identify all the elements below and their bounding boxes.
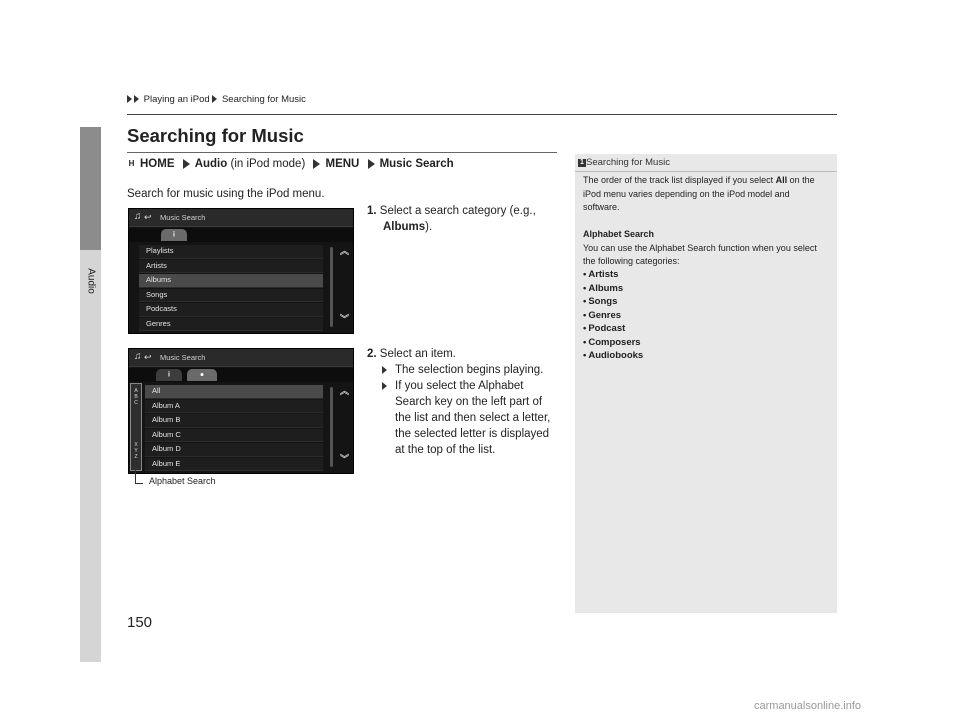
watermark: carmanualsonline.info bbox=[754, 700, 862, 712]
note-title: Searching for Music bbox=[586, 157, 670, 168]
back-icon[interactable]: ↩ bbox=[144, 352, 152, 362]
list-item[interactable]: Songs bbox=[139, 289, 323, 303]
step-substep bbox=[380, 362, 562, 378]
note-subheading: Alphabet Search bbox=[583, 229, 655, 239]
nav-home: HOME bbox=[140, 158, 175, 170]
bullet-item: • Albums bbox=[583, 282, 783, 296]
ipod-icon: i bbox=[168, 371, 170, 379]
alphabet-letter[interactable]: X bbox=[134, 442, 138, 448]
ipod-icon: i bbox=[173, 231, 175, 239]
screen-title: Music Search bbox=[160, 353, 206, 362]
path-arrow-icon bbox=[183, 159, 190, 169]
navigation-path bbox=[127, 158, 454, 170]
note-panel bbox=[575, 154, 837, 613]
step-text: Select an item. bbox=[379, 348, 456, 360]
title-rule bbox=[127, 152, 557, 153]
breadcrumb-arrow-icon bbox=[212, 95, 217, 103]
album-list bbox=[145, 385, 323, 472]
substep-text: The selection begins playing. bbox=[395, 364, 544, 376]
scroll-down-icon[interactable]: ︾ bbox=[340, 454, 350, 464]
scrollbar[interactable] bbox=[330, 387, 333, 467]
section-label: Audio bbox=[85, 268, 97, 294]
note-text: You can use the Alphabet Search function when you select the following categories: bbox=[583, 242, 817, 266]
alphabet-letter[interactable]: Y bbox=[134, 448, 138, 454]
alphabet-letter[interactable]: B bbox=[134, 394, 138, 400]
step-suffix: ). bbox=[425, 221, 433, 233]
tab-ipod[interactable] bbox=[161, 229, 187, 241]
callout-line bbox=[135, 483, 143, 484]
scroll-up-icon[interactable]: ︽ bbox=[340, 246, 350, 256]
list-item[interactable]: Album D bbox=[145, 443, 323, 457]
list-item[interactable]: Artists bbox=[139, 260, 323, 274]
breadcrumb-arrow-icon bbox=[127, 95, 132, 103]
category-list bbox=[139, 245, 323, 332]
category-bullet-list bbox=[583, 268, 783, 363]
note-rule bbox=[575, 171, 837, 172]
tab-ipod[interactable] bbox=[156, 369, 182, 381]
music-search-screen-categories bbox=[128, 208, 354, 334]
breadcrumb-parent[interactable]: Playing an iPod bbox=[143, 94, 210, 105]
step-substep bbox=[380, 378, 562, 458]
note-text: on the iPod menu varies depending on the iPod model and software. bbox=[583, 175, 815, 212]
note-text: The order of the track list displayed if you select bbox=[583, 175, 774, 185]
list-item[interactable]: Album E bbox=[145, 458, 323, 472]
screen-header bbox=[129, 209, 353, 227]
alphabet-search-key[interactable] bbox=[130, 383, 142, 471]
music-note-icon: ♫ bbox=[134, 351, 142, 362]
step-number: 2. bbox=[367, 348, 377, 360]
list-item[interactable]: Playlists bbox=[139, 245, 323, 259]
step-number: 1. bbox=[367, 205, 377, 217]
substep-text: at the top of the list. bbox=[395, 444, 496, 456]
step-example: Albums bbox=[383, 221, 426, 233]
scroll-down-icon[interactable]: ︾ bbox=[340, 314, 350, 324]
bullet-item: • Artists bbox=[583, 268, 783, 282]
nav-audio: Audio bbox=[194, 158, 228, 170]
substep-text: the list and then select a letter, bbox=[395, 412, 551, 424]
step-1 bbox=[367, 203, 557, 235]
intro-text: Search for music using the iPod menu. bbox=[127, 188, 325, 200]
substep-text: Search key on the left part of bbox=[395, 396, 543, 408]
list-item[interactable]: Album B bbox=[145, 414, 323, 428]
tab-category[interactable] bbox=[187, 369, 217, 381]
result-arrow-icon bbox=[382, 382, 387, 390]
category-icon: ● bbox=[199, 371, 205, 379]
path-arrow-icon bbox=[313, 159, 320, 169]
home-button-icon: H bbox=[128, 159, 135, 169]
screen-title: Music Search bbox=[160, 213, 206, 222]
breadcrumb-current: Searching for Music bbox=[221, 94, 306, 105]
substep-text: If you select the Alphabet bbox=[395, 380, 524, 392]
music-note-icon: ♫ bbox=[134, 211, 142, 222]
note-paragraph bbox=[583, 174, 828, 215]
section-sidebar-marker bbox=[80, 127, 101, 250]
nav-music-search: Music Search bbox=[379, 158, 454, 170]
page-number: 150 bbox=[127, 614, 153, 631]
list-item[interactable]: Album C bbox=[145, 429, 323, 443]
bullet-item: • Composers bbox=[583, 336, 783, 350]
header-rule bbox=[127, 114, 837, 115]
screen-header bbox=[129, 349, 353, 367]
path-arrow-icon bbox=[368, 159, 375, 169]
page-title: Searching for Music bbox=[127, 125, 304, 146]
result-arrow-icon bbox=[382, 366, 387, 374]
note-number-icon: 1 bbox=[578, 159, 586, 167]
list-item[interactable]: Podcasts bbox=[139, 303, 323, 317]
nav-audio-note: (in iPod mode) bbox=[230, 158, 306, 170]
breadcrumb bbox=[127, 94, 306, 105]
bullet-item: • Podcast bbox=[583, 322, 783, 336]
list-item[interactable]: Albums bbox=[139, 274, 323, 288]
bullet-item: • Songs bbox=[583, 295, 783, 309]
alphabet-letter[interactable]: A bbox=[134, 388, 138, 394]
list-item[interactable]: Genres bbox=[139, 318, 323, 332]
substep-text: the selected letter is displayed bbox=[395, 428, 550, 440]
breadcrumb-arrow-icon bbox=[134, 95, 139, 103]
nav-menu: MENU bbox=[325, 158, 360, 170]
list-item[interactable]: All bbox=[145, 385, 323, 399]
callout-line bbox=[135, 466, 136, 483]
scroll-up-icon[interactable]: ︽ bbox=[340, 386, 350, 396]
back-icon[interactable]: ↩ bbox=[144, 212, 152, 222]
bullet-item: • Genres bbox=[583, 309, 783, 323]
alphabet-letter[interactable]: Z bbox=[134, 454, 138, 460]
step-2 bbox=[367, 346, 562, 458]
note-bold-term: All bbox=[775, 175, 788, 185]
list-item[interactable]: Album A bbox=[145, 400, 323, 414]
alphabet-letter[interactable]: C bbox=[134, 400, 138, 406]
note-paragraph bbox=[583, 228, 828, 269]
alphabet-search-caption: Alphabet Search bbox=[149, 476, 216, 486]
bullet-item: • Audiobooks bbox=[583, 349, 783, 363]
scrollbar[interactable] bbox=[330, 247, 333, 327]
step-text: Select a search category (e.g., bbox=[379, 205, 536, 217]
music-search-screen-albums bbox=[128, 348, 354, 474]
